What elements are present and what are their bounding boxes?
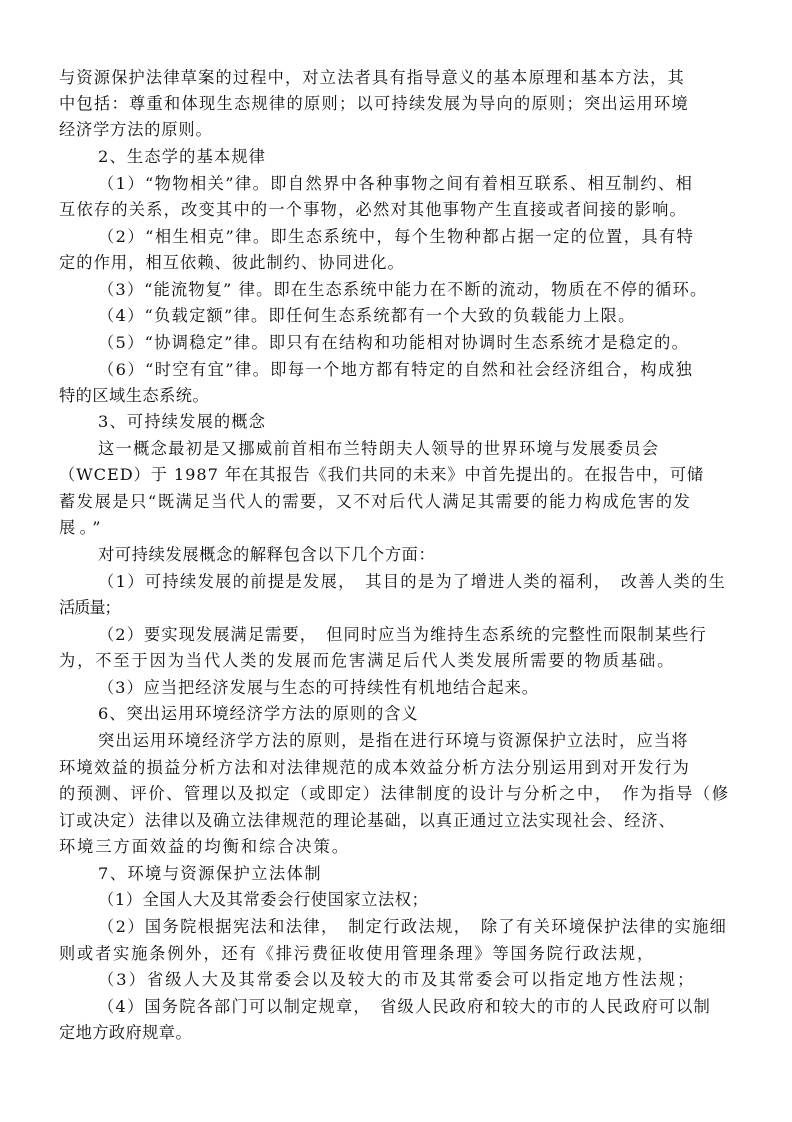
text-line: 特的区域生态系统。 <box>59 386 210 405</box>
text-line: 活质量； <box>59 598 120 617</box>
section-heading: 7、环境与资源保护立法体制 <box>98 864 323 883</box>
text-line: （1）全国人大及其常委会行使国家立法权； <box>98 890 429 909</box>
text-line: 经济学方法的原则。 <box>59 120 213 139</box>
text-line: 定的作用，相互依赖、彼此制约、协同进化。 <box>59 253 405 272</box>
text-line: （2）国务院根据宪法和法律， 制定行政法规， 除了有关环境保护法律的实施细 <box>98 917 728 936</box>
text-line: （3）应当把经济发展与生态的可持续性有机地结合起来。 <box>98 678 539 697</box>
text-line: 这一概念最初是又挪威前首相布兰特朗夫人领导的世界环境与发展委员会 <box>98 439 660 458</box>
text-line: 环境三方面效益的均衡和综合决策。 <box>59 837 350 856</box>
section-heading: 2、生态学的基本规律 <box>98 147 267 166</box>
section-heading: 6、突出运用环境经济学方法的原则的含义 <box>98 704 419 723</box>
text-line: 定地方政府规章。 <box>59 1023 192 1042</box>
text-line: 订或决定）法律以及确立法律规范的理论基础，以真正通过立法实现社会、经济、 <box>59 811 676 830</box>
text-line: （3）“能流物复” 律。即在生态系统中能力在不断的流动，物质在不停的循环。 <box>98 280 708 299</box>
text-line: 对可持续发展概念的解释包含以下几个方面： <box>98 545 436 564</box>
text-line: （2）要实现发展满足需要， 但同时应当为维持生态系统的完整性而限制某些行 <box>98 625 707 644</box>
text-line: （3）省级人大及其常委会以及较大的市及其常委会可以指定地方性法规； <box>98 970 696 989</box>
text-line: 则或者实施条例外，还有《排污费征收使用管理条理》等国务院行政法规， <box>59 944 656 963</box>
text-line: 环境效益的损益分析方法和对法律规范的成本效益分析方法分别运用到对开发行为 <box>59 758 691 777</box>
text-line: 中包括：尊重和体现生态规律的原则；以可持续发展为导向的原则；突出运用环境 <box>59 94 690 113</box>
text-line: （2）“相生相克”律。即生态系统中，每个生物种都占据一定的位置，具有特 <box>98 227 695 246</box>
text-line: （WCED）于 1987 年在其报告《我们共同的未来》中首先提出的。在报告中，可储 <box>59 465 705 484</box>
text-line: 蓄发展是只“既满足当代人的需要，又不对后代人满足其需要的能力构成危害的发 <box>59 492 692 511</box>
text-line: （4）国务院各部门可以制定规章， 省级人民政府和较大的市的人民政府可以制 <box>98 997 712 1016</box>
text-line: （1）可持续发展的前提是发展， 其目的是为了增进人类的福利， 改善人类的生 <box>98 572 727 591</box>
text-line: （4）“负载定额”律。即任何生态系统都有一个大致的负载能力上限。 <box>98 306 636 325</box>
text-line: 突出运用环境经济学方法的原则，是指在进行环境与资源保护立法时，应当将 <box>98 731 689 750</box>
text-line: 的预测、评价、管理以及拟定（或即定）法律制度的设计与分析之中， 作为指导（修 <box>59 784 730 803</box>
text-line: （1）“物物相关”律。即自然界中各种事物之间有着相互联系、相互制约、相 <box>98 174 694 193</box>
section-heading: 3、可持续发展的概念 <box>98 412 267 431</box>
text-line: 展。” <box>59 518 106 537</box>
text-line: 互依存的关系，改变其中的一个事物，必然对其他事物产生直接或者间接的影响。 <box>59 200 687 219</box>
text-line: （6）“时空有宜”律。即每一个地方都有特定的自然和社会经济组合，构成独 <box>98 360 694 379</box>
text-line: 与资源保护法律草案的过程中，对立法者具有指导意义的基本原理和基本方法，其 <box>59 68 685 87</box>
text-line: 为，不至于因为当代人类的发展而危害满足后代人类发展所需要的物质基础。 <box>59 651 676 670</box>
text-line: （5）“协调稳定”律。即只有在结构和功能相对协调时生态系统才是稳定的。 <box>98 333 690 352</box>
